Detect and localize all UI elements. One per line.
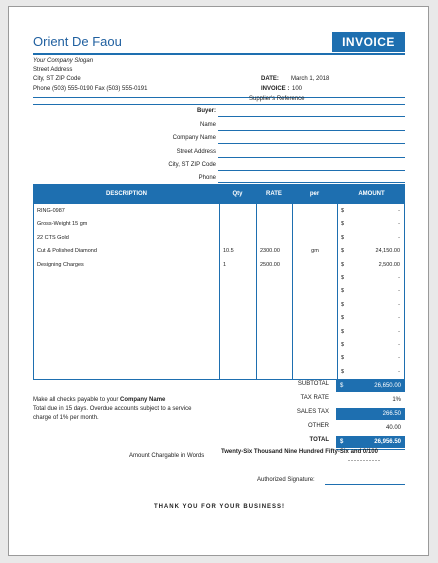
row-amount: - — [398, 234, 400, 241]
row-description: 22 CTS Gold — [37, 234, 69, 241]
sales-tax-label: SALES TAX — [296, 409, 329, 415]
row-amount: - — [398, 275, 400, 281]
signature-label: Authorized Signature: — [257, 477, 315, 483]
row-amount: - — [398, 288, 400, 295]
row-amount: - — [398, 315, 400, 322]
payable-company-name: Company Name — [120, 397, 166, 403]
company-city: City, ST ZIP Code — [33, 76, 81, 82]
company-name-label: Company Name — [172, 135, 216, 141]
header-per: per — [309, 191, 320, 197]
row-description: RING-0987 — [37, 208, 65, 214]
subtotal-value: 26,650.00 — [374, 383, 401, 389]
row-amount: - — [398, 301, 400, 308]
other-label: OTHER — [308, 423, 329, 429]
buyer-field[interactable] — [218, 116, 405, 117]
row-amount: - — [398, 328, 400, 335]
thank-you-note: THANK YOU FOR YOUR BUSINESS! — [153, 504, 286, 510]
row-amount: 24,150.00 — [375, 248, 400, 255]
payable-note-text: Make all checks payable to your — [33, 397, 121, 403]
name-field[interactable] — [218, 130, 405, 131]
row-currency: $ — [341, 368, 345, 375]
row-currency: $ — [341, 355, 345, 362]
invoice-number-value: 100 — [292, 86, 303, 92]
row-qty: 1 — [223, 261, 227, 268]
row-currency: $ — [341, 221, 345, 228]
row-amount: - — [398, 368, 400, 375]
company-name-field[interactable] — [218, 143, 405, 144]
sales-tax-value: 266.50 — [336, 408, 405, 420]
amount-words-dashes: ----------- — [348, 458, 381, 464]
row-amount: 2,500.00 — [378, 261, 400, 268]
city-zip-label: City, ST ZIP Code — [168, 162, 216, 168]
row-currency: $ — [341, 328, 345, 335]
row-currency: $ — [341, 208, 345, 214]
street-address-label: Street Address — [176, 149, 216, 155]
row-qty: 10.5 — [223, 248, 234, 255]
total-value: 26,956.50 — [374, 439, 401, 445]
phone-label: Phone — [198, 175, 216, 181]
subtotal-label: SUBTOTAL — [297, 381, 329, 387]
company-street: Street Address — [33, 67, 73, 73]
col-divider — [219, 185, 220, 379]
header-amount: AMOUNT — [358, 191, 385, 197]
tax-rate-value[interactable]: 1% — [392, 397, 401, 403]
other-value[interactable]: 40.00 — [385, 425, 401, 431]
col-divider — [292, 185, 293, 379]
row-amount: - — [398, 342, 400, 348]
total-label: TOTAL — [309, 437, 329, 443]
phone-field[interactable] — [218, 182, 405, 183]
row-rate: 2500.00 — [260, 261, 280, 268]
terms-note: Total due in 15 days. Overdue accounts subject to a service — [33, 406, 192, 412]
header-rate: RATE — [266, 191, 282, 197]
tax-rate-label: TAX RATE — [300, 395, 329, 401]
row-currency: $ — [341, 315, 345, 322]
header-qty: Qty — [232, 191, 243, 197]
row-currency: $ — [341, 301, 345, 308]
ref-rule-bottom — [33, 104, 405, 105]
subtotal-currency: $ — [340, 383, 344, 389]
header-rule — [33, 53, 405, 55]
ref-rule — [33, 97, 405, 98]
invoice-number-label: INVOICE : — [261, 86, 290, 92]
date-value: March 1, 2018 — [291, 76, 330, 82]
company-phone-fax: Phone (503) 555-0190 Fax (503) 555-0191 — [33, 86, 148, 92]
row-description: Designing Charges — [37, 261, 84, 268]
invoice-banner: INVOICE — [332, 32, 405, 52]
signature-line[interactable] — [325, 484, 405, 485]
col-divider — [256, 185, 257, 379]
amount-words-label: Amount Chargable in Words — [129, 453, 205, 459]
company-slogan: Your Company Slogan — [33, 58, 94, 64]
row-currency: $ — [341, 288, 345, 295]
row-currency: $ — [341, 261, 345, 268]
subtotal-box — [336, 380, 405, 392]
late-charge-note: charge of 1% per month. — [33, 415, 99, 421]
row-description: Gross-Weight 15 gm — [37, 221, 88, 228]
row-currency: $ — [341, 234, 345, 241]
payable-note — [33, 397, 165, 403]
row-amount: - — [398, 208, 400, 214]
row-currency: $ — [341, 275, 345, 281]
row-rate: 2300.00 — [260, 248, 280, 255]
supplier-reference: Supplier's Reference — [249, 96, 305, 102]
row-amount: - — [398, 221, 400, 228]
amount-words-value: Twenty-Six Thousand Nine Hundred Fifty-Six and 0/100 — [221, 449, 378, 455]
row-currency: $ — [341, 248, 345, 255]
invoice-sheet — [8, 6, 429, 556]
company-name: Orient De Faou — [33, 34, 122, 49]
buyer-label: Buyer: — [196, 108, 216, 114]
row-description: Cut & Polished Diamond — [37, 248, 97, 255]
street-address-field[interactable] — [218, 157, 405, 158]
header-description: DESCRIPTION — [105, 191, 147, 197]
row-per: gm — [311, 248, 319, 255]
items-table — [33, 184, 405, 380]
col-divider — [337, 185, 338, 379]
total-currency: $ — [340, 439, 344, 445]
city-zip-field[interactable] — [218, 170, 405, 171]
row-amount: - — [398, 355, 400, 362]
row-currency: $ — [341, 342, 345, 348]
date-label: DATE: — [261, 76, 279, 82]
total-box — [336, 436, 405, 448]
name-label: Name — [199, 122, 216, 128]
